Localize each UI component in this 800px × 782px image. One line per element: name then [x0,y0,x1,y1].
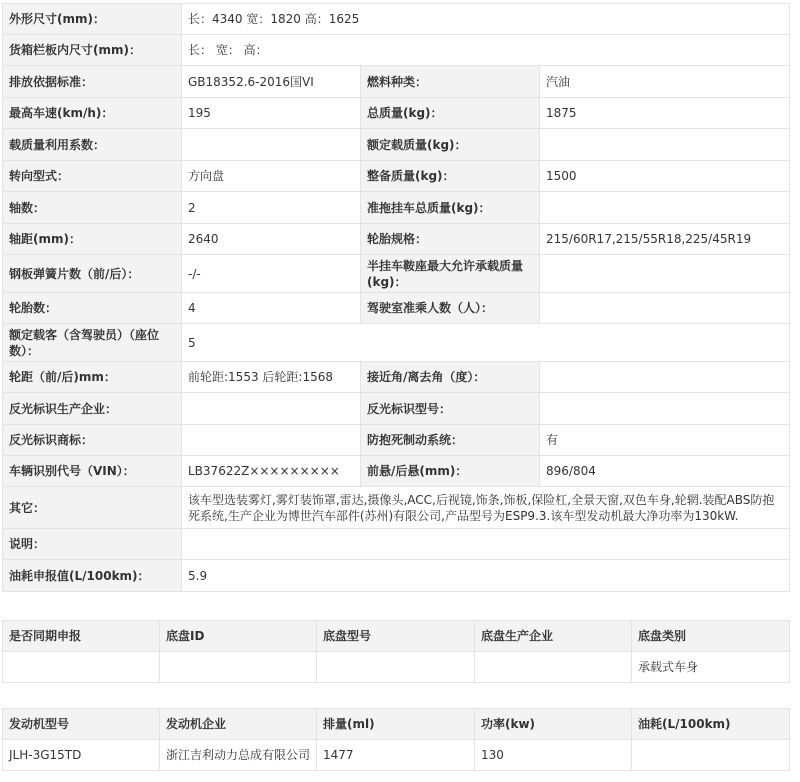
engine-cell [632,740,790,771]
spec-value: 1875 [540,98,790,129]
spec-value: 5.9 [182,560,790,592]
spec-label: 总质量(kg)： [361,98,540,129]
engine-table [2,708,790,771]
spec-label: 转向型式： [3,161,182,192]
chassis-header: 底盘型号 [317,621,475,652]
chassis-header-row [3,621,790,652]
spec-row [3,487,790,529]
engine-cell: 1477 [317,740,475,771]
spec-label: 准拖挂车总质量(kg)： [361,192,540,224]
spec-value: 1500 [540,161,790,192]
spec-value: 有 [540,425,790,456]
spec-label: 反光标识生产企业： [3,393,182,425]
spec-value [540,293,790,324]
spec-label: 防抱死制动系统： [361,425,540,456]
spec-value [182,425,361,456]
engine-header-row [3,709,790,740]
chassis-cell [475,652,632,683]
spec-label: 半挂车鞍座最大允许承载质量(kg)： [361,255,540,293]
spec-label: 轮距（前/后)mm： [3,362,182,393]
spec-row [3,393,790,425]
spec-label: 轮胎规格： [361,224,540,255]
spec-row [3,35,790,66]
spec-label: 外形尺寸(mm)： [3,4,182,35]
spec-value: 215/60R17,215/55R18,225/45R19 [540,224,790,255]
spec-label: 轴距(mm)： [3,224,182,255]
spec-value: 长：4340 宽：1820 高：1625 [182,4,790,35]
spec-value: 5 [182,324,790,362]
spec-row [3,224,790,255]
spec-label: 整备质量(kg)： [361,161,540,192]
spec-value [182,129,361,161]
spec-value [540,255,790,293]
chassis-header: 底盘类别 [632,621,790,652]
spec-label: 最高车速(km/h)： [3,98,182,129]
spec-value [540,129,790,161]
engine-cell: JLH-3G15TD [3,740,160,771]
spec-label: 载质量利用系数： [3,129,182,161]
spec-row [3,129,790,161]
spec-label: 货箱栏板内尺寸(mm)： [3,35,182,66]
chassis-table [2,620,790,683]
spec-row [3,192,790,224]
engine-cell: 130 [475,740,632,771]
spec-row [3,529,790,560]
spec-row [3,362,790,393]
spec-value [540,362,790,393]
spec-value: 2640 [182,224,361,255]
spec-row [3,161,790,192]
spec-value [540,192,790,224]
spec-label: 额定载质量(kg)： [361,129,540,161]
engine-header: 油耗(L/100km) [632,709,790,740]
engine-data-row [3,740,790,771]
spec-label: 驾驶室准乘人数（人）： [361,293,540,324]
spec-table [2,3,790,592]
spec-row [3,456,790,487]
spec-label: 燃料种类： [361,66,540,98]
spec-label: 额定载客（含驾驶员）（座位数）： [3,324,182,362]
spec-row [3,4,790,35]
spec-value [540,393,790,425]
spec-value: 4 [182,293,361,324]
spec-value: 2 [182,192,361,224]
spec-value: LB37622Z××××××××× [182,456,361,487]
spec-label: 反光标识商标： [3,425,182,456]
spec-row [3,66,790,98]
spec-value: 方向盘 [182,161,361,192]
chassis-header: 是否同期申报 [3,621,160,652]
spec-label: 反光标识型号： [361,393,540,425]
spec-label: 前悬/后悬(mm)： [361,456,540,487]
chassis-header: 底盘生产企业 [475,621,632,652]
spec-value [182,393,361,425]
spec-label: 油耗申报值(L/100km)： [3,560,182,592]
spec-value: 汽油 [540,66,790,98]
spec-value: 896/804 [540,456,790,487]
engine-header: 发动机型号 [3,709,160,740]
spec-value: 长： 宽： 高： [182,35,790,66]
spec-label: 接近角/离去角（度）： [361,362,540,393]
spec-value: 195 [182,98,361,129]
spec-label: 轮胎数： [3,293,182,324]
spec-value: 前轮距:1553 后轮距:1568 [182,362,361,393]
engine-header: 排量(ml) [317,709,475,740]
spec-label: 车辆识别代号（VIN）： [3,456,182,487]
engine-header: 发动机企业 [160,709,317,740]
spec-label: 轴数： [3,192,182,224]
chassis-cell [160,652,317,683]
chassis-cell [317,652,475,683]
spec-label: 钢板弹簧片数（前/后）： [3,255,182,293]
spec-row [3,98,790,129]
spec-row [3,293,790,324]
spec-row [3,324,790,362]
spec-value [182,529,790,560]
spec-row [3,425,790,456]
engine-header: 功率(kw) [475,709,632,740]
spec-row [3,560,790,592]
chassis-cell [3,652,160,683]
spec-value: 该车型选装雾灯,雾灯装饰罩,雷达,摄像头,ACC,后视镜,饰条,饰板,保险杠,全景天窗,双色车身,轮辋.装配ABS防抱死系统,生产企业为博世汽车部件(苏州)有限公司,产品型号为ESP9.3.该车型发动机最大净功率为130kW. [182,487,790,529]
spec-row [3,255,790,293]
engine-cell: 浙江吉利动力总成有限公司 [160,740,317,771]
spec-label: 排放依据标准： [3,66,182,98]
chassis-cell: 承载式车身 [632,652,790,683]
spec-label: 其它： [3,487,182,529]
spec-value: -/- [182,255,361,293]
spec-label: 说明： [3,529,182,560]
chassis-header: 底盘ID [160,621,317,652]
spec-value: GB18352.6-2016国VI [182,66,361,98]
chassis-data-row [3,652,790,683]
